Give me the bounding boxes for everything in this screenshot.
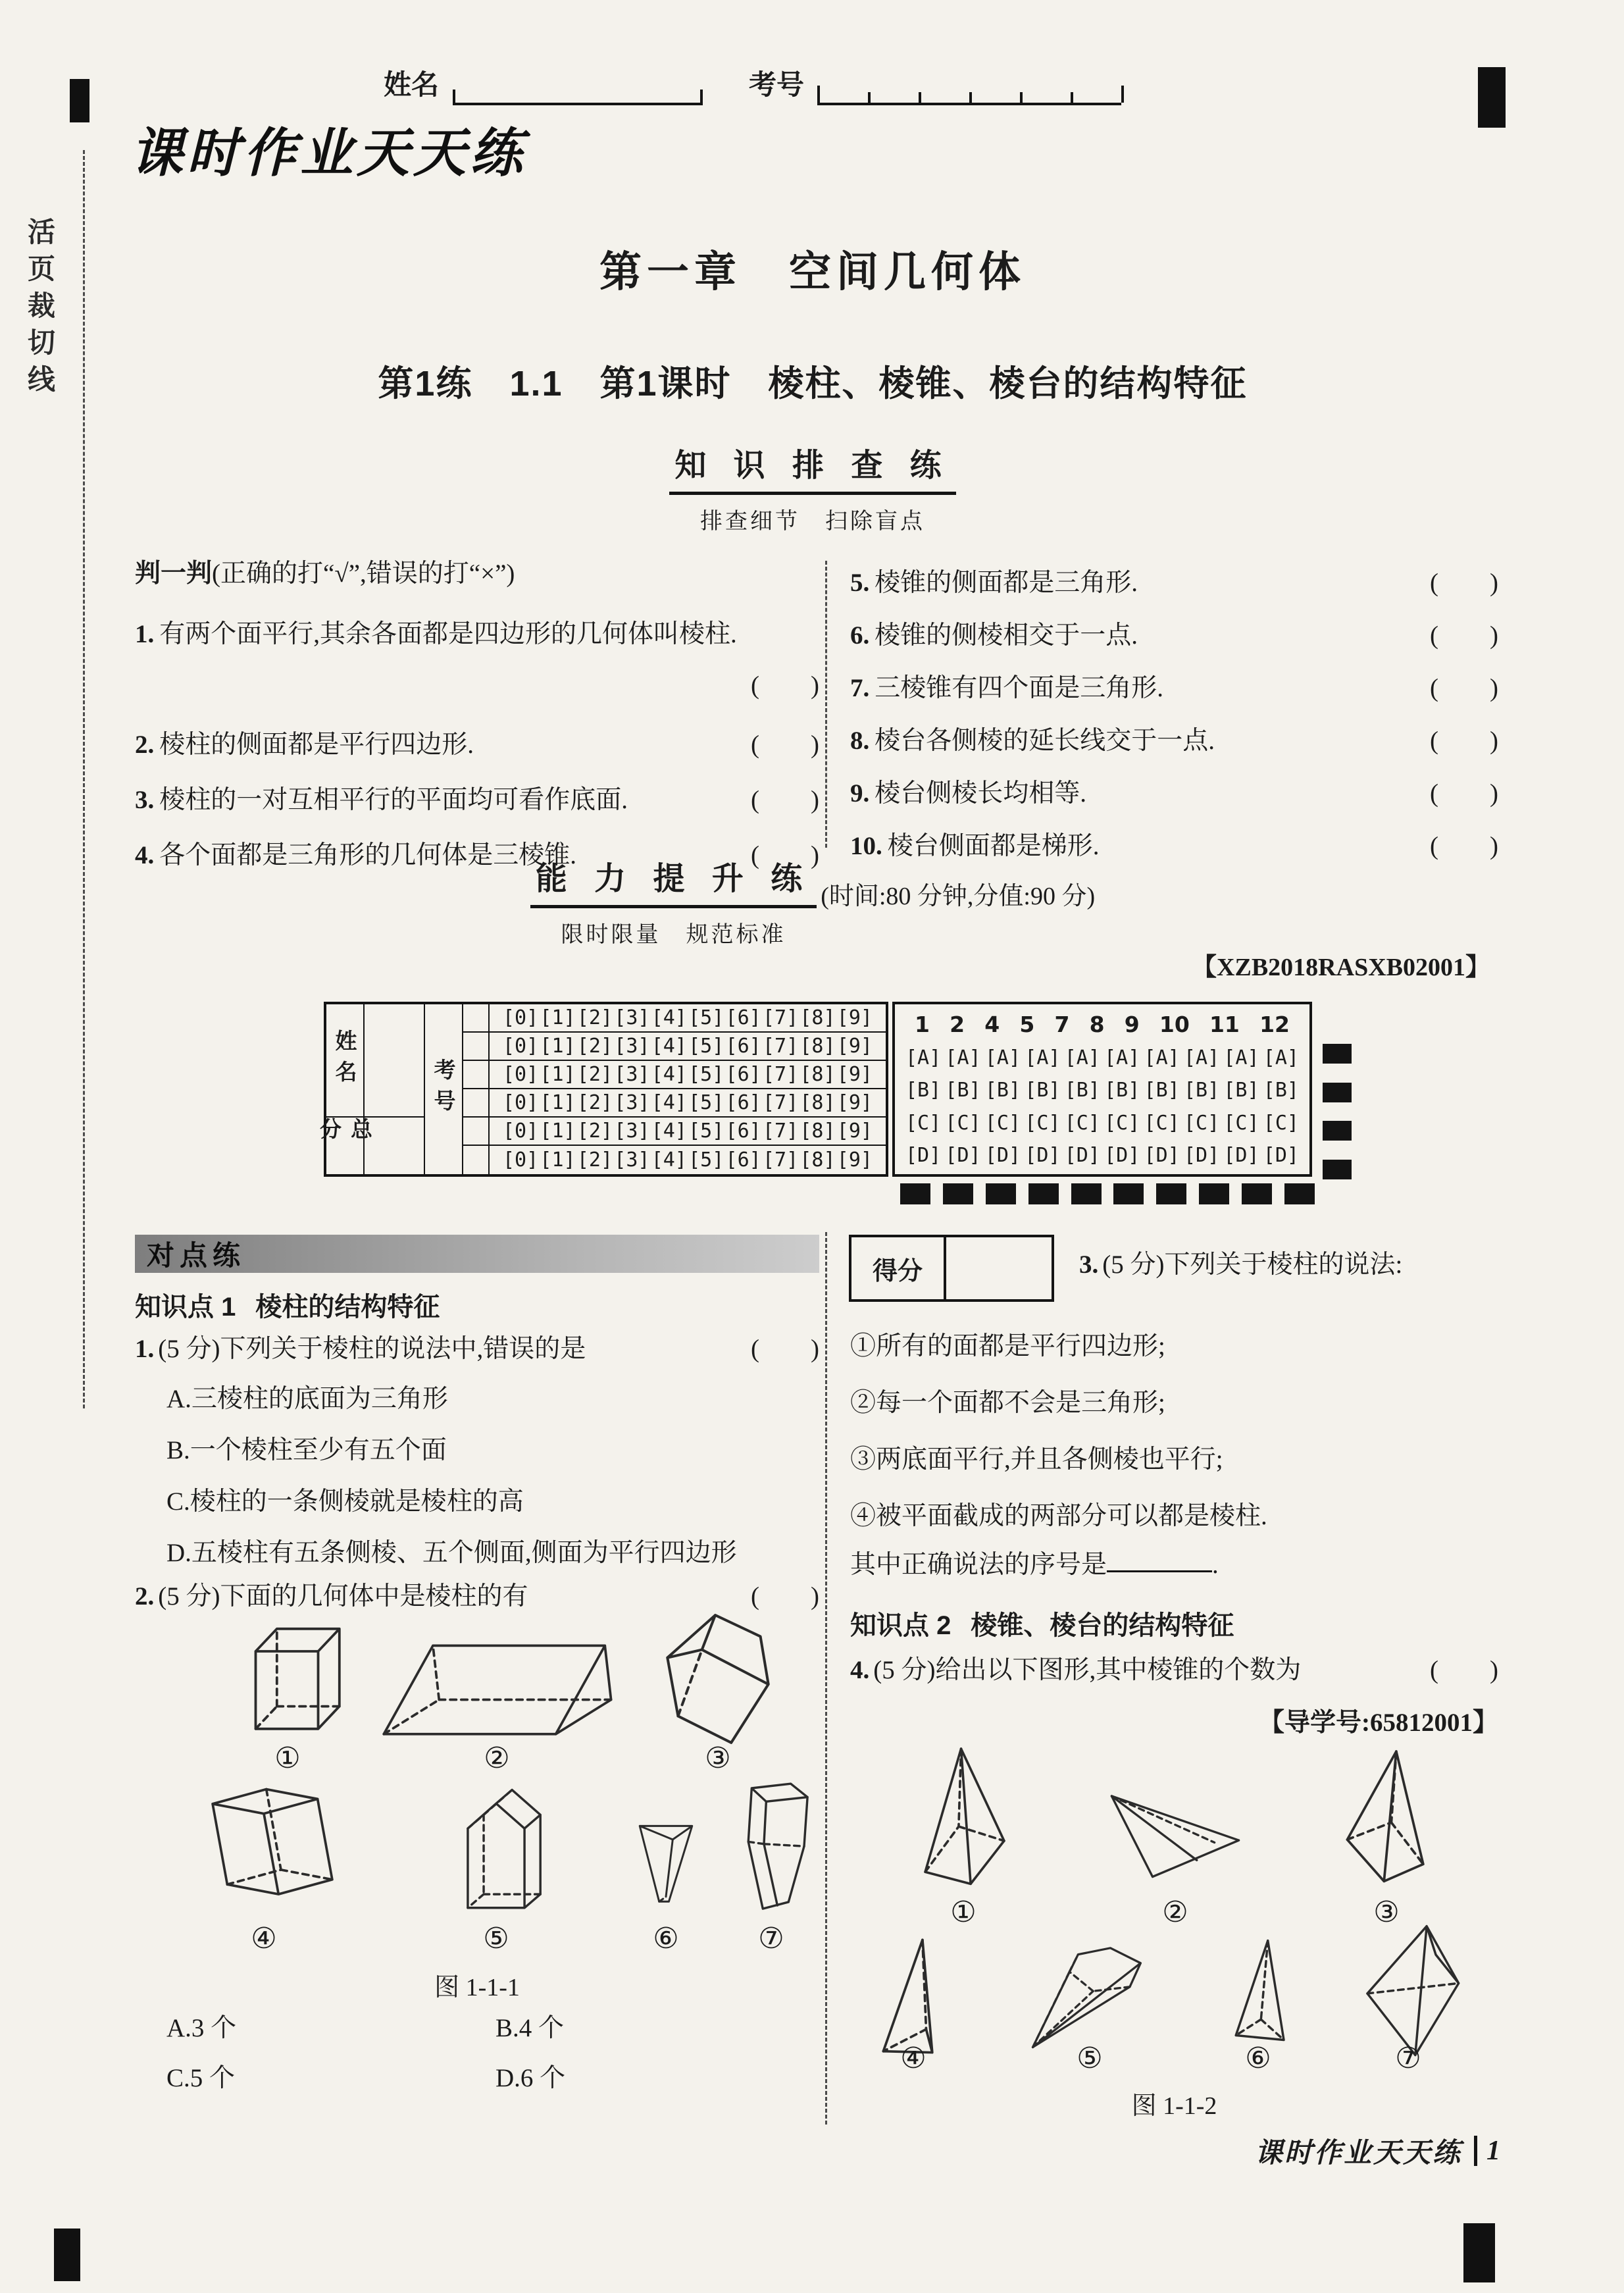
fig111-solid-7-composite-solid bbox=[721, 1777, 821, 1917]
judge-item bbox=[850, 618, 1498, 654]
corner-mark-top-left bbox=[70, 79, 89, 122]
figure-label: ① bbox=[274, 1742, 301, 1774]
option-bubble: [B] bbox=[1025, 1079, 1061, 1102]
paper-code: 【XZB2018RASXB02001】 bbox=[1192, 954, 1490, 981]
column-divider-dashed-bottom bbox=[825, 1232, 827, 2125]
judge-item-blank: ( ) bbox=[751, 841, 819, 869]
judge-item-text: 棱台侧面都是梯形. bbox=[887, 832, 1100, 860]
judge-item-number: 5. bbox=[850, 569, 870, 597]
score-box bbox=[849, 1235, 1054, 1302]
judge-item-text: 棱台各侧棱的延长线交于一点. bbox=[875, 727, 1215, 755]
timing-mark bbox=[1323, 1121, 1352, 1141]
judge-column-right bbox=[850, 556, 1498, 864]
judge-item bbox=[850, 565, 1498, 601]
option-bubble: [B] bbox=[1144, 1079, 1180, 1102]
digit-bubble: [0] bbox=[503, 1063, 539, 1086]
option-bubble: [A] bbox=[905, 1046, 942, 1070]
figure-label: ⑤ bbox=[1077, 2042, 1103, 2074]
digit-bubble: [2] bbox=[576, 1063, 613, 1086]
question-2: 2. (5 分)下面的几何体中是棱柱的有 ( ) bbox=[135, 1582, 819, 1610]
judge-column-left bbox=[135, 556, 819, 873]
judge-item-text: 棱锥的侧棱相交于一点. bbox=[875, 621, 1138, 650]
name-label: 姓名 bbox=[384, 69, 440, 100]
corner-mark-top-right bbox=[1478, 67, 1506, 128]
digit-bubble: [2] bbox=[576, 1091, 613, 1114]
option-bubble: [D] bbox=[1064, 1143, 1100, 1167]
question-1-options bbox=[166, 1365, 818, 1570]
question-number-row bbox=[895, 1012, 1309, 1037]
figure-label: ③ bbox=[705, 1742, 731, 1774]
option-bubble: [A] bbox=[1223, 1046, 1259, 1070]
digit-bubble: [6] bbox=[725, 1148, 761, 1172]
judge-item-text: 棱台侧棱长均相等. bbox=[875, 779, 1087, 808]
option-bubble: [D] bbox=[1144, 1143, 1180, 1167]
option-bubble: [A] bbox=[1104, 1046, 1140, 1070]
digit-bubble: [0] bbox=[503, 1148, 539, 1172]
fig112-caption: 图 1-1-2 bbox=[1131, 2092, 1217, 2120]
question-number: 1 bbox=[915, 1012, 930, 1038]
question-1: 1. (5 分)下列关于棱柱的说法中,错误的是 ( ) bbox=[135, 1335, 819, 1363]
question-number: 5 bbox=[1019, 1012, 1035, 1038]
judge-item-blank: ( ) bbox=[751, 731, 819, 759]
digit-bubble: [4] bbox=[651, 1035, 687, 1058]
option-bubble: [B] bbox=[905, 1079, 942, 1102]
digit-bubble: [9] bbox=[836, 1148, 873, 1172]
judge-item-number: 1. bbox=[135, 620, 155, 648]
digit-bubble: [9] bbox=[836, 1006, 873, 1029]
digit-bubble-row bbox=[490, 1118, 886, 1146]
judge-item-number: 4. bbox=[135, 841, 155, 869]
option-bubble: [B] bbox=[1263, 1079, 1299, 1102]
answer-sheet-name-label: 姓名 bbox=[326, 1004, 365, 1118]
judge-item-blank: ( ) bbox=[1430, 621, 1498, 650]
judge-item-blank: ( ) bbox=[1430, 832, 1498, 860]
page-footer bbox=[1053, 2131, 1500, 2171]
question-number: 12 bbox=[1259, 1012, 1290, 1038]
fig111-solid-1-cuboid bbox=[222, 1614, 351, 1739]
judge-item-text: 各个面都是三角形的几何体是三棱锥. bbox=[159, 841, 577, 869]
footer-divider bbox=[1474, 2136, 1477, 2166]
option-item: D.五棱柱有五条侧棱、五个侧面,侧面为平行四边形 bbox=[166, 1539, 737, 1567]
figure-label: ① bbox=[950, 1896, 977, 1928]
digit-bubble: [8] bbox=[799, 1006, 836, 1029]
digit-bubble: [5] bbox=[688, 1091, 724, 1114]
option-bubble: [D] bbox=[1183, 1143, 1220, 1167]
practice-banner: 对点练 bbox=[135, 1235, 819, 1273]
column-divider-dashed-top bbox=[825, 561, 827, 848]
digit-bubble: [6] bbox=[725, 1120, 761, 1143]
option-item: B.4 个 bbox=[495, 2014, 565, 2042]
option-item: D.6 个 bbox=[495, 2064, 566, 2092]
digit-bubble: [5] bbox=[688, 1006, 724, 1029]
digit-bubble: [6] bbox=[725, 1091, 761, 1114]
digit-bubble: [9] bbox=[836, 1120, 873, 1143]
judge-item bbox=[135, 617, 819, 652]
timing-mark bbox=[1323, 1160, 1352, 1179]
judge-item-text: 棱柱的侧面都是平行四边形. bbox=[159, 731, 474, 759]
digit-bubble: [8] bbox=[799, 1148, 836, 1172]
digit-bubble-row bbox=[490, 1061, 886, 1089]
digit-bubble-row bbox=[490, 1004, 886, 1033]
fig112-pyramid-4 bbox=[859, 1935, 966, 2057]
option-bubble: [A] bbox=[984, 1046, 1021, 1070]
answer-sheet-info-grid bbox=[317, 1002, 888, 1177]
judge-list-right bbox=[850, 565, 1498, 864]
option-bubble: [C] bbox=[984, 1111, 1021, 1135]
option-bubble: [C] bbox=[1223, 1111, 1259, 1135]
judge-item-text: 三棱锥有四个面是三角形. bbox=[875, 674, 1164, 702]
book-title: 课时作业天天练 bbox=[130, 124, 526, 182]
option-bubble-row bbox=[895, 1046, 1309, 1069]
answer-blank-line bbox=[1107, 1548, 1212, 1572]
digit-bubble: [5] bbox=[688, 1035, 724, 1058]
statement-item: ①所有的面都是平行四边形; bbox=[850, 1332, 1165, 1360]
figure-label: ④ bbox=[900, 2042, 926, 2074]
question-number: 7 bbox=[1054, 1012, 1070, 1038]
digit-bubble-row bbox=[490, 1089, 886, 1118]
fig111-solid-2-triangular-prism bbox=[370, 1631, 624, 1741]
option-bubble: [B] bbox=[1183, 1079, 1220, 1102]
digit-bubble: [0] bbox=[503, 1006, 539, 1029]
knowledge-point-1: 知识点 1 棱柱的结构特征 bbox=[135, 1293, 440, 1322]
digit-bubble: [1] bbox=[540, 1148, 576, 1172]
timing-mark bbox=[1199, 1183, 1229, 1204]
option-bubble: [C] bbox=[1064, 1111, 1100, 1135]
digit-bubble: [0] bbox=[503, 1120, 539, 1143]
digit-bubble: [2] bbox=[576, 1120, 613, 1143]
question-number: 4 bbox=[984, 1012, 1000, 1038]
digit-bubble: [3] bbox=[614, 1035, 650, 1058]
question-3-statements bbox=[850, 1307, 1498, 1533]
judge-item-blank: ( ) bbox=[1430, 569, 1498, 597]
timing-mark bbox=[986, 1183, 1016, 1204]
option-bubble: [C] bbox=[945, 1111, 981, 1135]
option-bubble: [A] bbox=[1025, 1046, 1061, 1070]
digit-bubble: [7] bbox=[762, 1035, 799, 1058]
ability-heading: 能 力 提 升 练 bbox=[530, 853, 817, 908]
statement-item: ②每一个面都不会是三角形; bbox=[850, 1389, 1165, 1417]
timing-mark bbox=[1156, 1183, 1186, 1204]
ability-time-score-meta: (时间:80 分钟,分值:90 分) bbox=[821, 883, 1096, 910]
corner-mark-bottom-left bbox=[54, 2229, 80, 2281]
footer-page-number: 1 bbox=[1486, 2136, 1500, 2166]
option-bubble: [B] bbox=[984, 1079, 1021, 1102]
question-4: 4. (5 分)给出以下图形,其中棱锥的个数为 ( ) bbox=[850, 1656, 1498, 1684]
name-blank-line bbox=[453, 68, 703, 105]
fig111-solid-4-oblique-prism bbox=[163, 1777, 365, 1911]
option-bubble-row bbox=[895, 1144, 1309, 1167]
knowledge-point-2: 知识点 2 棱锥、棱台的结构特征 bbox=[850, 1611, 1234, 1640]
digit-bubble-row bbox=[490, 1146, 886, 1174]
ability-subheading: 限时限量 规范标准 bbox=[561, 923, 786, 947]
option-bubble: [A] bbox=[1144, 1046, 1180, 1070]
option-bubble: [D] bbox=[1223, 1143, 1259, 1167]
digit-bubble: [8] bbox=[799, 1091, 836, 1114]
figure-label: ⑥ bbox=[1245, 2042, 1271, 2074]
cut-dashed-line bbox=[83, 150, 85, 1408]
knowledge-check-subheading: 排查细节 扫除盲点 bbox=[700, 509, 925, 534]
judge-item bbox=[850, 723, 1498, 759]
question-number: 10 bbox=[1159, 1012, 1190, 1038]
judge-item-text: 有两个面平行,其余各面都是四边形的几何体叫棱柱. bbox=[159, 620, 737, 648]
statement-item: ③两底面平行,并且各侧棱也平行; bbox=[850, 1445, 1223, 1474]
timing-mark bbox=[1323, 1044, 1352, 1064]
option-item: B.一个棱柱至少有五个面 bbox=[166, 1436, 447, 1464]
digit-bubble: [1] bbox=[540, 1120, 576, 1143]
digit-bubble: [7] bbox=[762, 1120, 799, 1143]
option-bubble: [A] bbox=[1183, 1046, 1220, 1070]
option-bubble: [B] bbox=[1104, 1079, 1140, 1102]
option-bubble: [D] bbox=[945, 1143, 981, 1167]
question-3-conclusion: 其中正确说法的序号是 . bbox=[850, 1548, 1498, 1582]
timing-mark bbox=[1071, 1183, 1102, 1204]
figure-label: ④ bbox=[251, 1922, 277, 1955]
question-number: 11 bbox=[1209, 1012, 1240, 1038]
option-bubble: [B] bbox=[1223, 1079, 1259, 1102]
digit-bubble: [4] bbox=[651, 1091, 687, 1114]
figure-label: ③ bbox=[1373, 1896, 1400, 1928]
judge-item-number: 7. bbox=[850, 674, 870, 702]
score-box-label: 得分 bbox=[851, 1237, 946, 1299]
digit-bubble: [0] bbox=[503, 1091, 539, 1114]
digit-bubble: [7] bbox=[762, 1148, 799, 1172]
question-number: 9 bbox=[1124, 1012, 1140, 1038]
digit-bubble: [8] bbox=[799, 1063, 836, 1086]
fig111-solid-6-wedge bbox=[617, 1805, 715, 1911]
option-bubble: [C] bbox=[1263, 1111, 1299, 1135]
judge-item-blank: ( ) bbox=[1430, 674, 1498, 702]
digit-bubble: [5] bbox=[688, 1148, 724, 1172]
judge-item-number: 3. bbox=[135, 786, 155, 814]
option-bubble: [A] bbox=[1064, 1046, 1100, 1070]
cut-line-label: 活页裁切线 bbox=[24, 217, 55, 401]
judge-item-number: 2. bbox=[135, 731, 155, 759]
judge-item bbox=[850, 776, 1498, 812]
timing-mark bbox=[1113, 1183, 1144, 1204]
option-bubble: [C] bbox=[1025, 1111, 1061, 1135]
judge-item-number: 10. bbox=[850, 832, 882, 860]
digit-bubble: [1] bbox=[540, 1035, 576, 1058]
fig112-pyramid-3 bbox=[1312, 1744, 1461, 1885]
option-bubble: [D] bbox=[1263, 1143, 1299, 1167]
timing-mark bbox=[1323, 1083, 1352, 1102]
digit-bubble: [2] bbox=[576, 1148, 613, 1172]
judge-item-blank: ( ) bbox=[751, 786, 819, 814]
chapter-title: 第一章 空间几何体 bbox=[599, 248, 1026, 296]
option-bubble: [D] bbox=[1104, 1143, 1140, 1167]
judge-item-text: 棱柱的一对互相平行的平面均可看作底面. bbox=[159, 786, 628, 814]
figure-label: ② bbox=[484, 1742, 510, 1774]
digit-bubble: [4] bbox=[651, 1063, 687, 1086]
timing-mark bbox=[1284, 1183, 1315, 1204]
digit-bubble: [3] bbox=[614, 1006, 650, 1029]
judge-item bbox=[850, 671, 1498, 706]
digit-bubble: [1] bbox=[540, 1006, 576, 1029]
digit-bubble: [2] bbox=[576, 1006, 613, 1029]
digit-bubble: [5] bbox=[688, 1120, 724, 1143]
figure-label: ② bbox=[1162, 1896, 1188, 1928]
judge-item bbox=[135, 783, 819, 818]
digit-bubble: [9] bbox=[836, 1091, 873, 1114]
digit-bubble: [2] bbox=[576, 1035, 613, 1058]
judge-item bbox=[135, 727, 819, 763]
fig111-solid-3-hexagonal-solid bbox=[648, 1607, 788, 1753]
judge-item-blank: ( ) bbox=[1430, 727, 1498, 755]
digit-bubble: [4] bbox=[651, 1006, 687, 1029]
knowledge-check-heading: 知 识 排 查 练 bbox=[669, 440, 955, 495]
digit-bubble: [3] bbox=[614, 1063, 650, 1086]
judge-item-number: 9. bbox=[850, 779, 870, 808]
answer-sheet-option-grid bbox=[892, 1002, 1312, 1177]
option-bubble-row bbox=[895, 1112, 1309, 1135]
question-3: 3. (5 分)下列关于棱柱的说法: bbox=[1079, 1250, 1403, 1279]
digit-bubble: [6] bbox=[725, 1006, 761, 1029]
option-item: C.棱柱的一条侧棱就是棱柱的高 bbox=[166, 1487, 524, 1516]
judge-instruction: 判一判(正确的打“√”,错误的打“×”) bbox=[135, 559, 515, 588]
judge-item-blank: ( ) bbox=[751, 671, 819, 700]
option-bubble-row bbox=[895, 1079, 1309, 1102]
question-2-options bbox=[166, 2011, 825, 2096]
timing-mark bbox=[1242, 1183, 1272, 1204]
digit-bubble: [9] bbox=[836, 1035, 873, 1058]
digit-bubble: [7] bbox=[762, 1063, 799, 1086]
option-item: A.3 个 bbox=[166, 2014, 237, 2042]
digit-bubble: [6] bbox=[725, 1063, 761, 1086]
judge-item-blank: ( ) bbox=[1430, 779, 1498, 808]
option-bubble: [D] bbox=[1025, 1143, 1061, 1167]
digit-bubble: [0] bbox=[503, 1035, 539, 1058]
digit-bubble: [7] bbox=[762, 1091, 799, 1114]
knowledge-check-heading-block bbox=[135, 440, 1490, 535]
digit-bubble: [8] bbox=[799, 1120, 836, 1143]
digit-bubble: [3] bbox=[614, 1148, 650, 1172]
timing-mark bbox=[1028, 1183, 1059, 1204]
timing-mark bbox=[900, 1183, 930, 1204]
lesson-title: 第1练 1.1 第1课时 棱柱、棱锥、棱台的结构特征 bbox=[378, 364, 1248, 403]
option-bubble: [A] bbox=[1263, 1046, 1299, 1070]
footer-brand: 课时作业天天练 bbox=[1254, 2137, 1462, 2168]
option-bubble: [B] bbox=[945, 1079, 981, 1102]
answer-sheet-total-write-area bbox=[365, 1118, 425, 1174]
judge-item-number: 6. bbox=[850, 621, 870, 650]
judge-item-number: 8. bbox=[850, 727, 870, 755]
option-bubble: [D] bbox=[984, 1143, 1021, 1167]
timing-marks-bottom bbox=[900, 1183, 1315, 1204]
digit-bubble: [7] bbox=[762, 1006, 799, 1029]
fig111-solid-5-pentagonal-prism bbox=[429, 1772, 563, 1919]
figure-label: ⑤ bbox=[483, 1922, 509, 1955]
figure-label: ⑦ bbox=[1395, 2042, 1421, 2074]
timing-marks-right bbox=[1323, 1044, 1352, 1179]
digit-bubble-row bbox=[490, 1033, 886, 1061]
digit-bubble: [4] bbox=[651, 1120, 687, 1143]
judge-list-left bbox=[135, 617, 819, 873]
ability-heading-block bbox=[135, 853, 1490, 948]
option-bubble: [C] bbox=[1144, 1111, 1180, 1135]
option-bubble: [A] bbox=[945, 1046, 981, 1070]
score-box-value-area bbox=[946, 1237, 1052, 1299]
question-number: 8 bbox=[1089, 1012, 1105, 1038]
digit-bubble: [8] bbox=[799, 1035, 836, 1058]
option-bubble: [C] bbox=[1183, 1111, 1220, 1135]
fig112-pyramid-2 bbox=[1073, 1772, 1278, 1882]
statement-item: ④被平面截成的两部分可以都是棱柱. bbox=[850, 1502, 1267, 1530]
option-bubble: [C] bbox=[905, 1111, 942, 1135]
digit-bubble: [1] bbox=[540, 1091, 576, 1114]
digit-bubble: [5] bbox=[688, 1063, 724, 1086]
answer-sheet-total-label: 总分 bbox=[326, 1118, 365, 1174]
fig112-pyramid-6 bbox=[1208, 1935, 1308, 2055]
judge-item-text: 棱锥的侧面都是三角形. bbox=[875, 569, 1138, 597]
exam-no-label: 考号 bbox=[749, 69, 805, 100]
fig112-pyramid-1 bbox=[896, 1743, 1033, 1886]
figure-label: ⑦ bbox=[758, 1922, 784, 1955]
answer-sheet bbox=[317, 1002, 1312, 1177]
digit-bubble: [3] bbox=[614, 1120, 650, 1143]
digit-bubble: [9] bbox=[836, 1063, 873, 1086]
guide-code: 【导学号:65812001】 bbox=[1259, 1709, 1498, 1737]
answer-sheet-exam-label: 考号 bbox=[425, 1004, 463, 1174]
fig112-pyramid-5 bbox=[995, 1942, 1187, 2055]
option-item: A.三棱柱的底面为三角形 bbox=[166, 1385, 448, 1413]
question-number: 2 bbox=[950, 1012, 965, 1038]
answer-sheet-name-write-area bbox=[365, 1004, 425, 1118]
exam-no-ruled-line bbox=[817, 66, 1121, 105]
digit-bubble: [1] bbox=[540, 1063, 576, 1086]
option-bubble: [C] bbox=[1104, 1111, 1140, 1135]
timing-mark bbox=[943, 1183, 973, 1204]
fig112-pyramid-7 bbox=[1332, 1920, 1488, 2057]
digit-bubble: [6] bbox=[725, 1035, 761, 1058]
corner-mark-bottom-right bbox=[1463, 2223, 1495, 2282]
digit-bubble: [4] bbox=[651, 1148, 687, 1172]
digit-bubble: [3] bbox=[614, 1091, 650, 1114]
option-item: C.5 个 bbox=[166, 2064, 236, 2092]
option-bubble: [D] bbox=[905, 1143, 942, 1167]
figure-label: ⑥ bbox=[653, 1922, 679, 1955]
fig111-caption: 图 1-1-1 bbox=[434, 1974, 520, 2001]
option-bubble: [B] bbox=[1064, 1079, 1100, 1102]
